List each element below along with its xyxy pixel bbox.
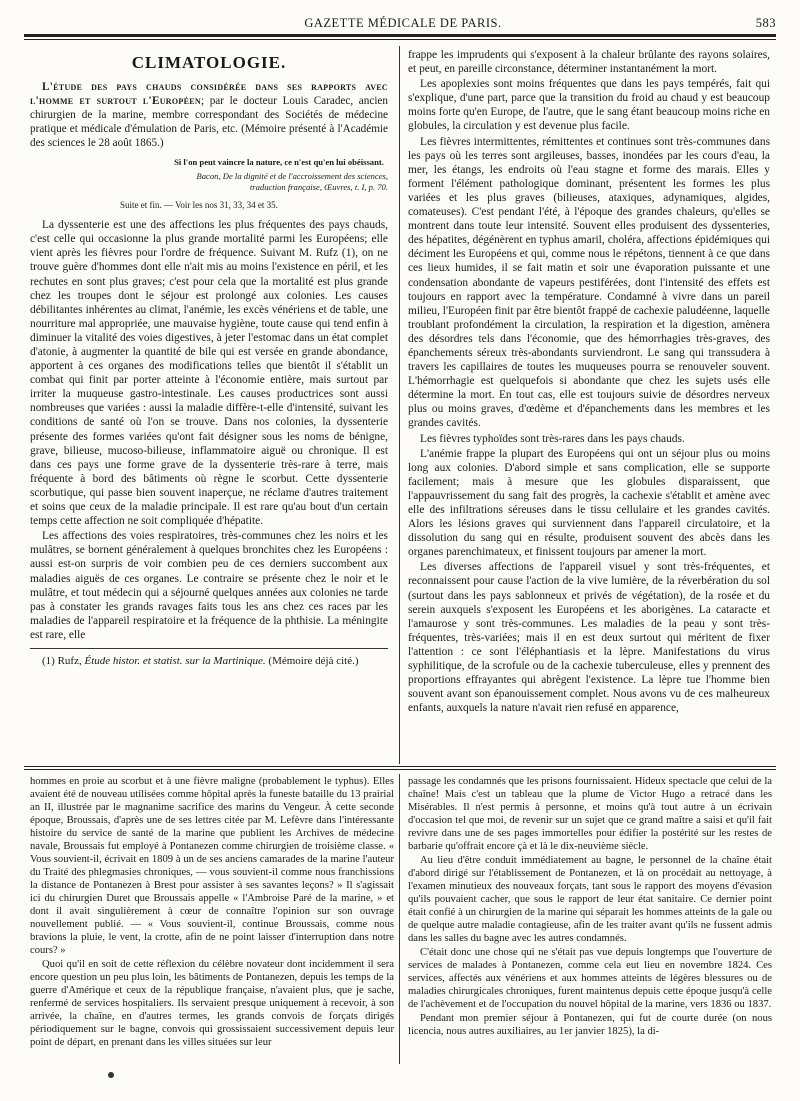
body-paragraph: frappe les imprudents qui s'exposent à la chaleur brûlante des rayons solaires, et peut, en pareille circonstance, déterminer instantanément la mort. xyxy=(408,49,770,76)
lower-right-column xyxy=(408,775,772,1038)
body-paragraph: Au lieu d'être conduit immédiatement au bagne, le personnel de la chaîne était d'abord dirigé sur l'établissement de Pontanezen, et là on procédait au nettoyage, à l'examen minutieux des nouveaux forçats, tant sous le rapport des moyens d'évasion qu'ils pouvaient cacher, que sous le rapport de leur état sanitaire. Ce dernier point était confié à un chirurgien de la marine qui séparait les hommes atteints de la gale ou de quelque autre maladie contagieuse, afin de les traiter avant qu'ils ne fussent admis dans les salles du bagne avec les autres condamnés. xyxy=(408,855,772,944)
body-paragraph: Les affections des voies respiratoires, très-communes chez les noirs et les mulâtres, se bornent généralement à quelques bronchites chez les Européens : aussi est-on surpris de voir combien peu de ces derniers succombent aux maladies aiguës de ces organes. Le contraire se présente chez le noir et le mulâtre, et tout médecin qui a séjourné quelques années aux colonies ne tarde pas à constater les grands ravages faits tous les ans chez ces races par les maladies de l'appareil respiratoire et la fréquence de la phthisie. La méningite est rare, elle xyxy=(30,530,388,641)
body-paragraph: passage les condamnés que les prisons fournissaient. Hideux spectacle que celui de la chaîne! Mais c'est un tableau que la plume de Victor Hugo a retracé dans les Misérables. Il n'est permis à personne, et moins qu'à tout autre à un écrivain d'occasion tel que moi, de revenir sur un sujet que ce grand maître a saisi et qu'il fait revivre dans une de ses pages immortelles pour édifier la postérité sur les restes de barbarie qu'offrait encore çà et là le dix-neuvième siècle. xyxy=(408,776,772,852)
column-divider-lower xyxy=(399,774,400,1064)
upper-right-column xyxy=(408,48,770,715)
body-paragraph: C'était donc une chose qui ne s'était pas vue depuis longtemps que l'ouverture de services de malades à Pontanezen, comme cela eut lieu en novembre 1824. Ces services, affectés aux vénériens et aux hommes atteints de légères blessures ou de maladies chirurgicales chroniques, furent maintenus depuis cette époque jusqu'à celle de l'achèvement et de l'occupation du nouvel hôpital de la marine, vers 1836 ou 1837. xyxy=(408,947,772,1010)
header-rule-thick xyxy=(24,34,776,37)
lower-left-column xyxy=(30,775,394,1049)
body-paragraph: Pendant mon premier séjour à Pontanezen, qui fut de courte durée (on nous licencia, nous autres auxiliaires, au 1er janvier 1825), la di- xyxy=(408,1013,772,1037)
body-paragraph: Les diverses affections de l'appareil visuel y sont très-fréquentes, et reconnaissent pour cause l'action de la vive lumière, de la réverbération du sol (surtout dans les pays sablonneux et privés de végétation), de la rosée et du serein auxquels s'exposent les Européens et les aborigènes. La cataracte et l'amaurose y sont très-communes. Les maladies de la peau y sont très-fréquentes, très-variées; mais il en est deux surtout qui méritent de fixer l'attention : ce sont l'éléphantiasis et la lèpre. Manifestations du virus syphilitique, de la scrofule ou de la cachexie tuberculeuse, elles y prennent des proportions effrayantes qui abrègent l'existence. La lèpre tue l'homme bien souvent avant son épanouissement complet. Nous avons vu de ces malheureux enfants, auxquels la nature n'avait rien refusé en apparence, xyxy=(408,561,770,715)
ink-dot-mark xyxy=(108,1072,114,1078)
epigraph xyxy=(170,157,388,193)
journal-title: GAZETTE MÉDICALE DE PARIS. xyxy=(304,16,502,30)
page-number: 583 xyxy=(755,16,776,30)
running-head xyxy=(30,12,776,34)
footnote-rule xyxy=(30,648,388,649)
header-rule-thin xyxy=(24,39,776,40)
footnote-note: (Mémoire déjà cité.) xyxy=(265,654,359,667)
body-paragraph: Les fièvres typhoïdes sont très-rares dans les pays chauds. xyxy=(420,432,685,445)
body-paragraph: L'anémie frappe la plupart des Européens qui ont un séjour plus ou moins long aux colonies. D'abord simple et sans complication, elle se supporte facilement; mais à mesure que les globules disparaissent, que l'appauvrissement du sang fait des progrès, la cachexie s'établit et amène avec elle des infiltrations séreuses dans le tissu cellulaire et les grandes cavités. Alors les lésions graves qui surviennent dans l'appareil circulatoire, et la dissolution du sang qui en résulte, produisent souvent des abcès dans les organes parenchimateux, et finissent toujours par amener la mort. xyxy=(408,447,770,559)
footnote-ref: (1) Rufz, xyxy=(42,654,85,667)
upper-left-column xyxy=(30,52,388,668)
article-heading-title: L'étude des pays chauds considérée dans ses rapports avec l'homme et surtout l'Européen xyxy=(30,81,388,108)
body-paragraph: Les apoplexies sont moins fréquentes que dans les pays tempérés, fait qui s'explique, d'une part, parce que la transition du froid au chaud y est beaucoup moins forte qu'en Europe, de l'autre, que le sang étant beaucoup moins riche en globules, la circulation y est devenue plus facile. xyxy=(408,78,770,133)
footnote-title: Étude histor. et statist. sur la Martinique. xyxy=(84,654,266,667)
body-paragraph: Quoi qu'il en soit de cette réflexion du célèbre novateur dont incidemment il sera encore question un peu plus loin, les bâtiments de Pontanezen, depuis les temps de la guerre d'Amérique et ceux de la république française, n'avaient plus, que je sache, renfermé de services hospitaliers. Ils servaient presque uniquement à recevoir, à son arrivée, la chaîne, en d'autres termes, les grands convois de forçats dirigés périodiquement sur le bagne, convois qui grossissaient successivement depuis leur point de départ, en prenant dans les villes situées sur leur xyxy=(30,959,394,1048)
column-divider-upper xyxy=(399,46,400,764)
body-paragraph: La dyssenterie est une des affections les plus fréquentes des pays chauds, c'est celle qui occasionne la plus grande mortalité parmi les Européens; elle vient après les fièvres pour l'ordre de fréquence. Suivant M. Rufz (1), on ne trouve guère d'hommes dont elle n'ait mis au moins l'existence en péril, et les rechutes en sont plus graves; c'est pour cela que la mortalité est plus grande chez les troupes dont le séjour est prolongé aux colonies. Les causes débilitantes inhérentes au climat, l'anémie, les excès vénériens et de table, une nourriture mal appropriée, une mauvaise hygiène, toute cause qui tend enfin à diminuer la vitalité des voies digestives, à jeter l'estomac dans un état complet d'atonie, à augmenter la quantité de bile qui est versée en grande abondance, apportent à ces organes des modifications telles que bientôt il s'établit un combat qui finit par porter atteinte à l'économie entière, mais surtout par irriter la muqueuse gastro-intestinale. Les causes productrices sont aussi nombreuses que variées : aussi la maladie diffère-t-elle d'intensité, suivant les conditions de santé où l'on se trouve. Dans nos colonies, la dyssenterie présente des formes variées qu'ont fait désigner sous les noms de bénigne, grave, bilieuse, mucoso-bilieuse, inflammatoire aiguë ou chronique. Il est dans ces pays une forme grave de la dyssenterie très-rare à terre, mais fréquente à bord des bâtiments où règne le scorbut. Cette dyssenterie scorbutique, qui passe bien souvent inaperçue, ne réclame d'autres traitement et soins que ceux de la maladie principale. Il est rare qu'au bout d'un certain temps cette affection ne soit compliquée d'hépatite. xyxy=(30,219,388,528)
section-rule-1 xyxy=(24,766,776,767)
article-heading-byline: ; par le docteur Louis Caradec, ancien chirurgien de la marine, membre correspondant des Sociétés de médecine pratique et médicale d'émulation de Paris, etc. (Mémoire présenté à l'Académie des sciences le 28 août 1865.) xyxy=(30,95,388,150)
article-heading xyxy=(30,80,388,150)
epigraph-source: Bacon, De la dignité et de l'accroissement des sciences, traduction française, Œuvres, t. I, p. 70. xyxy=(196,171,388,192)
section-title: CLIMATOLOGIE. xyxy=(131,53,287,72)
continuation-note: Suite et fin. — Voir les nos 31, 33, 34 et 35. xyxy=(120,200,278,211)
footnote xyxy=(30,655,388,668)
epigraph-quote: Si l'on peut vaincre la nature, ce n'est qu'en lui obéissant. xyxy=(174,156,384,167)
body-paragraph: hommes en proie au scorbut et à une fièvre maligne (probablement le typhus). Elles avaient été de nouveau utilisées comme hôpital après la funeste bataille du 13 prairial an II, illustrée par le magnanime sacrifice des marins du Vengeur. À cette seconde époque, Broussais, d'après une de ses lettres citée par M. Lefèvre dans l'intéressante histoire du service de santé de la marine que publient les Archives de médecine navale, Broussais fut employé à Pontanezen comme chirurgien de troisième classe. « Vous souvient-il, écrivait en 1809 à un de ses anciens camarades de la marine l'auteur du Traité des phlegmasies chroniques, — vous souvient-il comme nous franchissions la distance de Pontanezen à Brest pour assister à ses savantes leçons? » Il s'agissait ici du chirurgien Duret que Broussais appelle « l'Ambroise Paré de la marine, » et dont il avait singulièrement à cœur de connaître l'opinion sur son ouvrage nouvellement publié. — « Vous souvient-il, continue Broussais, comme nous bravions la pluie, le vent, la crotte, afin de ne point laisser d'interruption dans notre cours? » xyxy=(30,776,394,956)
body-paragraph: Les fièvres intermittentes, rémittentes et continues sont très-communes dans les pays où les terres sont argileuses, basses, inondées par les cours d'eau, la mer, les étangs, les endroits où l'eau stagne et forme des marais. Elles y forment l'élément pathologique dominant, présentent les formes les plus variées et les plus graves (bilieuses, ataxiques, adynamiques, algides, comateuses). C'est pendant l'été, à l'époque des grandes chaleurs, qu'elles se montrent dans toute leur intensité. Souvent elles produisent des dyssenteries, des hépatites, dégénèrent en typhus amaril, choléra, affections épidémiques qui déciment les Européens et qui, comme nous le répétons, tiennent à ce que dans ces lieux humides, il se fait matin et soir une évaporation puissante et une condensation abondante de vapeurs pestiférées, dont l'intensité des effets est toujours en rapport avec la température. Condamné à vivre dans un pareil milieu, l'Européen finit par être bientôt frappé de cachexie paludéenne, laquelle troublant profondément la circulation, la respiration et la digestion, amènera des désordres tels dans l'économie, que des hémorrhagies très-graves, des épanchements séreux très-abondants surviendront. Le sang qui transsudera à travers les capillaires de toutes les muqueuses pourra se renouveler souvent. L'hémorrhagie est quelquefois si abondante que chez les sujets usés elle détermine la mort. En tout cas, elle est toujours suivie de désordres nerveux plus ou moins graves, d'œdème et d'épanchements dans les membres et les grandes cavités. xyxy=(408,135,770,430)
section-rule-2 xyxy=(24,769,776,770)
